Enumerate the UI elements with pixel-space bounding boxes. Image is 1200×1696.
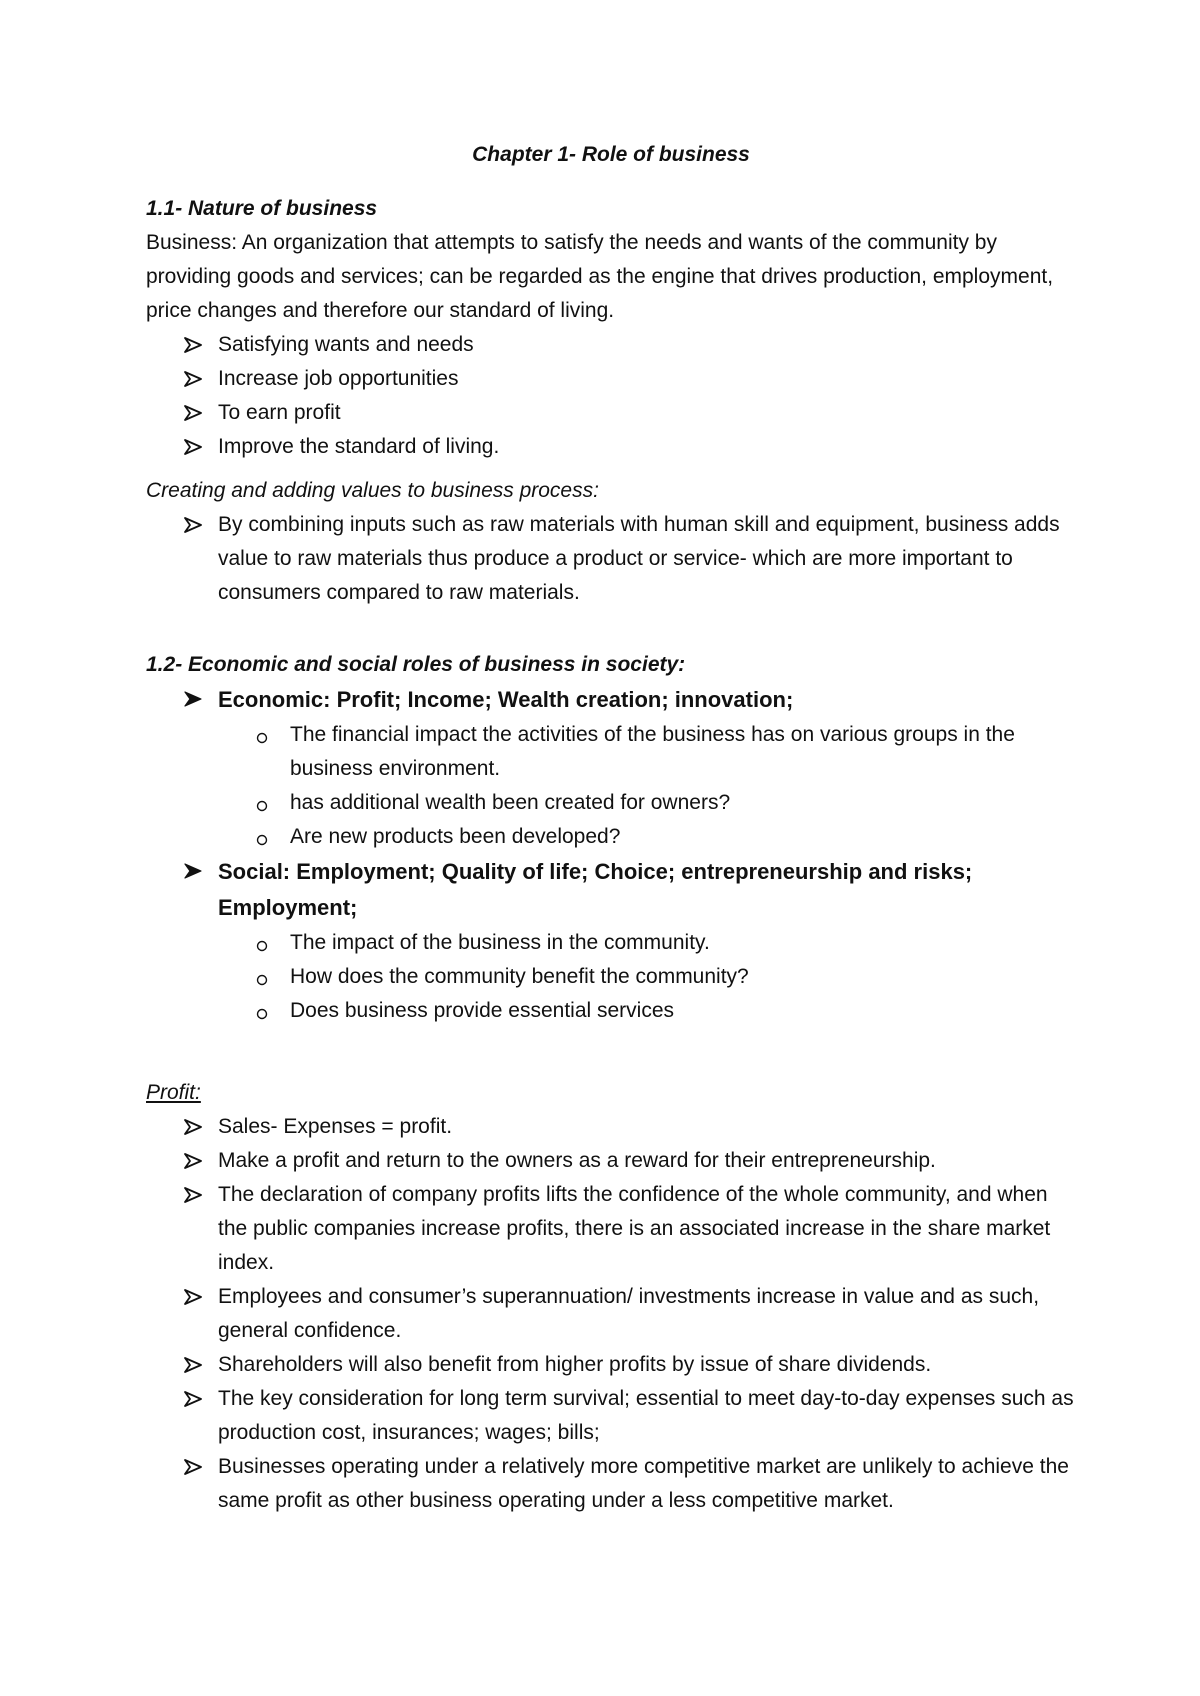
list-item <box>146 1450 1076 1518</box>
list-item <box>218 786 1076 820</box>
chapter-title: Chapter 1- Role of business <box>472 143 750 166</box>
arrow-bullet-icon <box>184 430 204 464</box>
arrow-bullet-icon <box>184 1348 204 1382</box>
list-item-text: Employees and consumer’s superannuation/ investments increase in value and as such, general confidence. <box>218 1285 1040 1342</box>
value-adding-list <box>146 508 1076 610</box>
list-item-text: To earn profit <box>218 401 341 424</box>
circle-bullet-icon <box>256 960 270 994</box>
list-item <box>146 362 1076 396</box>
circle-bullet-icon <box>256 786 270 820</box>
value-adding-subheading: Creating and adding values to business process: <box>146 479 599 502</box>
list-item <box>146 1144 1076 1178</box>
list-item-text: Improve the standard of living. <box>218 435 500 458</box>
list-item <box>146 1280 1076 1348</box>
business-definition: Business: An organization that attempts to satisfy the needs and wants of the community by providing goods and services; can be regarded as the engine that drives production, employment, price changes and therefore our standard of living. <box>146 231 1054 322</box>
list-item <box>218 718 1076 786</box>
arrow-bullet-icon <box>184 396 204 430</box>
list-item <box>146 508 1076 610</box>
arrow-bullet-icon <box>184 1178 204 1212</box>
circle-bullet-icon <box>256 718 270 752</box>
profit-heading: Profit: <box>146 1081 201 1104</box>
document-content <box>146 138 1076 1518</box>
arrow-bullet-icon <box>184 1110 204 1144</box>
spacer <box>146 610 1076 648</box>
list-item-text: By combining inputs such as raw materials with human skill and equipment, business adds value to raw materials thus produce a product or service- which are more important to consumers compared to raw materials. <box>218 513 1060 604</box>
list-item-text: Satisfying wants and needs <box>218 333 474 356</box>
list-item-text: Are new products been developed? <box>290 825 621 848</box>
spacer <box>146 1028 1076 1076</box>
list-item <box>146 1178 1076 1280</box>
arrow-bullet-icon <box>184 1450 204 1484</box>
list-item <box>146 1348 1076 1382</box>
arrow-bullet-icon <box>184 362 204 396</box>
list-item <box>146 1382 1076 1450</box>
list-item <box>146 396 1076 430</box>
list-item <box>146 1110 1076 1144</box>
list-item-text: The declaration of company profits lifts the confidence of the whole community, and when the public companies increase profits, there is an associated increase in the share market index. <box>218 1183 1051 1274</box>
list-item <box>218 960 1076 994</box>
list-item <box>146 328 1076 362</box>
circle-bullet-icon <box>256 926 270 960</box>
circle-bullet-icon <box>256 820 270 854</box>
list-item-text: The financial impact the activities of the business has on various groups in the business environment. <box>290 723 1015 780</box>
arrow-bullet-icon <box>184 1144 204 1178</box>
list-item-text: How does the community benefit the community? <box>290 965 749 988</box>
economic-points-list <box>218 718 1076 854</box>
arrow-bullet-icon <box>184 1280 204 1314</box>
roles-list <box>146 682 1076 1028</box>
list-item-text: The key consideration for long term survival; essential to meet day-to-day expenses such as production cost, insurances; wages; bills; <box>218 1387 1074 1444</box>
list-item <box>146 682 1076 854</box>
list-item-text: Does business provide essential services <box>290 999 675 1022</box>
list-item <box>218 926 1076 960</box>
circle-bullet-icon <box>256 994 270 1028</box>
list-item <box>146 854 1076 1028</box>
section-heading-roles: 1.2- Economic and social roles of business in society: <box>146 653 686 676</box>
arrow-bullet-icon <box>184 508 204 542</box>
list-item-text: The impact of the business in the community. <box>290 931 710 954</box>
nature-bullet-list <box>146 328 1076 464</box>
arrow-bullet-icon <box>184 328 204 362</box>
arrow-bullet-icon <box>184 682 204 716</box>
list-item-text: Shareholders will also benefit from higher profits by issue of share dividends. <box>218 1353 932 1376</box>
section-heading-nature: 1.1- Nature of business <box>146 197 378 220</box>
list-item-text: has additional wealth been created for owners? <box>290 791 731 814</box>
list-item-text: Make a profit and return to the owners as a reward for their entrepreneurship. <box>218 1149 936 1172</box>
social-points-list <box>218 926 1076 1028</box>
list-item <box>146 430 1076 464</box>
list-item-text: Businesses operating under a relatively more competitive market are unlikely to achieve the same profit as other business operating under a less competitive market. <box>218 1455 1069 1512</box>
social-role-label: Social: Employment; Quality of life; Choice; entrepreneurship and risks; Employment; <box>218 859 973 920</box>
list-item-text: Sales- Expenses = profit. <box>218 1115 453 1138</box>
arrow-bullet-icon <box>184 854 204 888</box>
list-item-text: Increase job opportunities <box>218 367 459 390</box>
profit-bullet-list <box>146 1110 1076 1518</box>
list-item <box>218 994 1076 1028</box>
list-item <box>218 820 1076 854</box>
economic-role-label: Economic: Profit; Income; Wealth creation; innovation; <box>218 687 794 712</box>
arrow-bullet-icon <box>184 1382 204 1416</box>
